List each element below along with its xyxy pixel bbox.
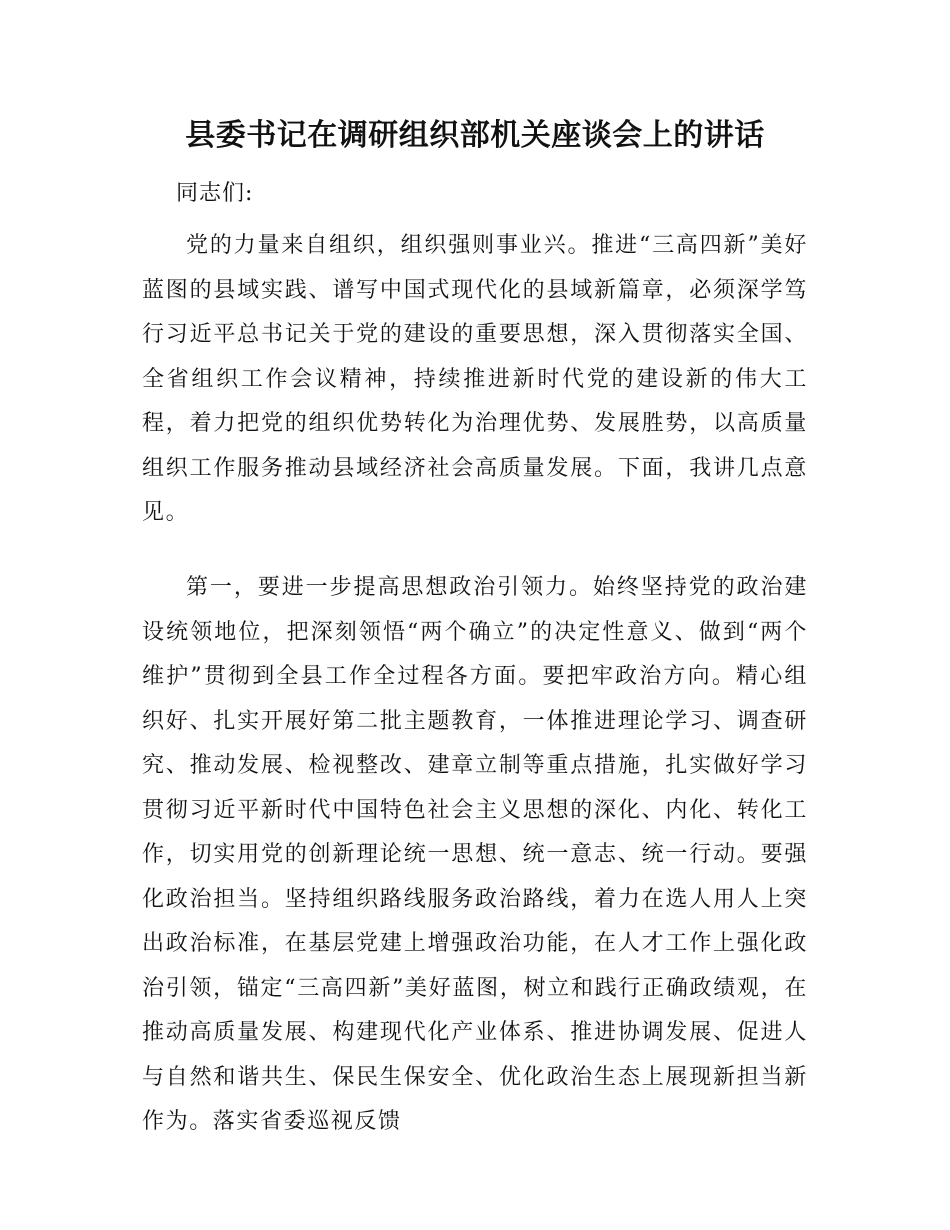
paragraph-first-point: 第一，要进一步提高思想政治引领力。始终坚持党的政治建设统领地位，把深刻领悟“两个确立”的决定性意义、做到“两个维护”贯彻到全县工作全过程各方面。要把牢政治方向。精心组织好、扎实开展好第二批主题教育，一体推进理论学习、调查研究、推动发展、检视整改、建章立制等重点措施，扎实做好学习贯彻习近平新时代中国特色社会主义思想的深化、内化、转化工作，切实用党的创新理论统一思想、统一意志、统一行动。要强化政治担当。坚持组织路线服务政治路线，着力在选人用人上突出政治标准，在基层党建上增强政治功能，在人才工作上强化政治引领，锚定“三高四新”美好蓝图，树立和践行正确政绩观，在推动高质量发展、构建现代化产业体系、推进协调发展、促进人与自然和谐共生、保民生保安全、优化政治生态上展现新担当新作为。落实省委巡视反馈 xyxy=(142,575,808,1134)
page-title: 县委书记在调研组织部机关座谈会上的讲话 xyxy=(185,118,765,153)
salutation: 同志们: xyxy=(176,181,254,206)
paragraph-intro: 党的力量来自组织，组织强则事业兴。推进“三高四新”美好蓝图的县域实践、谱写中国式现代化的县域新篇章，必须深学笃行习近平总书记关于党的建设的重要思想，深入贯彻落实全国、全省组织工作会议精神，持续推进新时代党的建设新的伟大工程，着力把党的组织优势转化为治理优势、发展胜势，以高质量组织工作服务推动县域经济社会高质量发展。下面，我讲几点意见。 xyxy=(142,233,808,525)
